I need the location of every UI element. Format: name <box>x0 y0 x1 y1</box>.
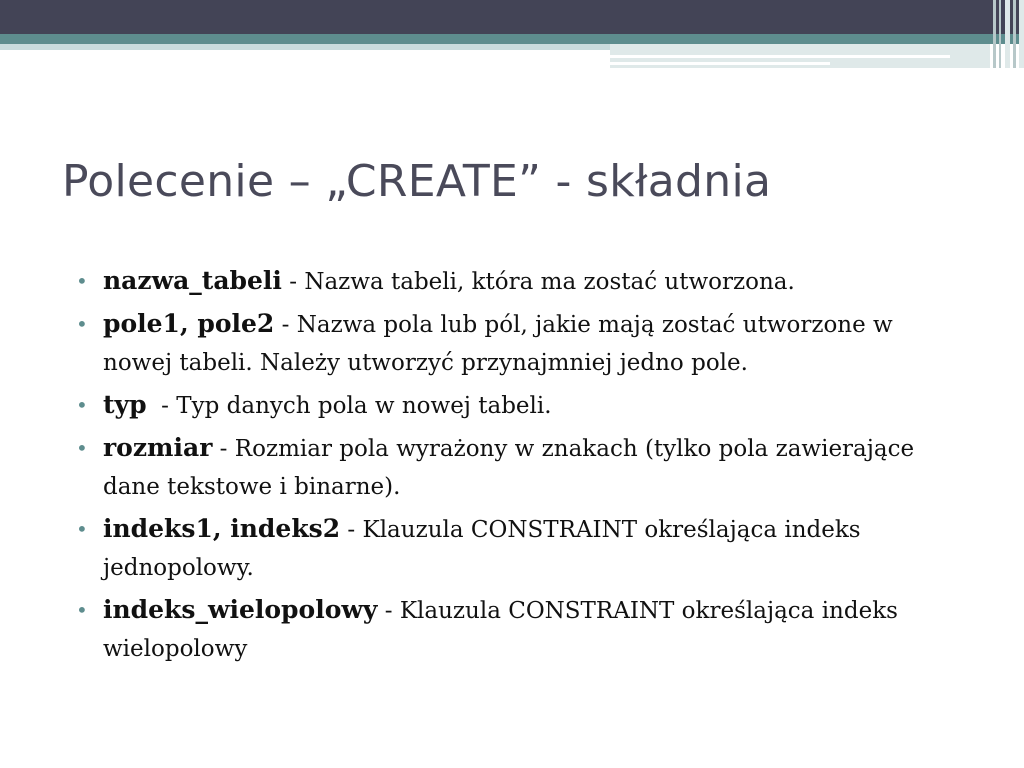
bullet-separator: - <box>146 393 177 419</box>
bullet-term: nazwa_tabeli <box>103 266 282 295</box>
header-stripe <box>610 62 830 65</box>
bullet-icon: • <box>76 312 88 336</box>
bullet-icon: • <box>76 517 88 541</box>
bullet-separator: - <box>340 517 363 543</box>
header-band-dark <box>0 0 1024 34</box>
bullet-description: Rozmiar pola wyrażony w znakach (tylko pola zawierające dane tekstowe i binarne). <box>103 436 915 500</box>
bullet-icon: • <box>76 269 88 293</box>
bullet-description: Nazwa tabeli, która ma zostać utworzona. <box>304 269 795 295</box>
bullet-description: Klauzula CONSTRAINT określająca indeks jednopolowy. <box>103 517 861 581</box>
bullet-separator: - <box>281 269 305 295</box>
header-vertical-stripe <box>1019 0 1024 68</box>
bullet-term: indeks_wielopolowy <box>103 595 378 624</box>
bullet-item <box>76 262 956 301</box>
bullet-term: indeks1, indeks2 <box>103 514 341 543</box>
bullet-icon: • <box>76 436 88 460</box>
header-band-teal <box>0 34 1024 44</box>
bullet-item <box>76 429 956 506</box>
header-vertical-stripe <box>993 0 996 68</box>
bullet-separator: - <box>212 436 235 462</box>
header-vertical-stripe <box>1013 0 1016 68</box>
bullet-item <box>76 591 956 668</box>
bullet-item <box>76 305 956 382</box>
bullet-description: Typ danych pola w nowej tabeli. <box>176 393 552 419</box>
slide-title: Polecenie – „CREATE” - składnia <box>62 156 772 207</box>
bullet-item <box>76 386 956 425</box>
header-vertical-stripe <box>999 0 1001 68</box>
bullet-icon: • <box>76 598 88 622</box>
header-band-light <box>0 44 610 50</box>
bullet-term: typ <box>103 390 147 419</box>
bullet-description: Nazwa pola lub pól, jakie mają zostać utworzone w nowej tabeli. Należy utworzyć przynajmniej jedno pole. <box>103 312 893 376</box>
header-vertical-stripe <box>1005 0 1010 68</box>
bullet-term: pole1, pole2 <box>103 309 275 338</box>
bullet-icon: • <box>76 393 88 417</box>
bullet-description: Klauzula CONSTRAINT określająca indeks wielopolowy <box>103 598 898 662</box>
bullet-separator: - <box>377 598 400 624</box>
bullet-term: rozmiar <box>103 433 213 462</box>
bullet-list <box>76 262 956 672</box>
bullet-item <box>76 510 956 587</box>
header-stripe <box>610 55 950 58</box>
bullet-separator: - <box>274 312 297 338</box>
